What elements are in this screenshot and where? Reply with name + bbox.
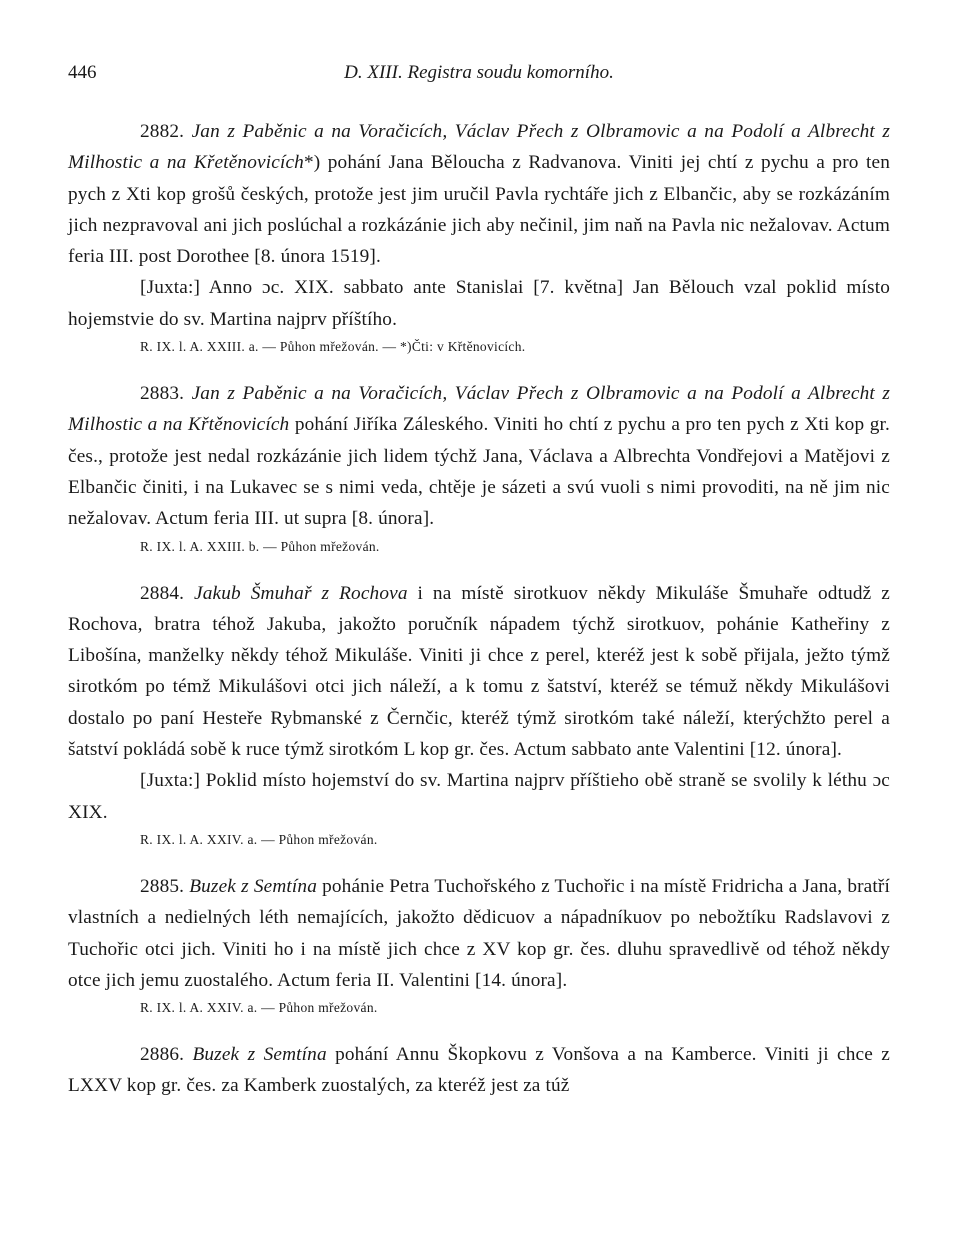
paragraph-text: 2884. xyxy=(140,582,195,604)
party-names: Jakub Šmuhař z Rochova xyxy=(194,582,408,604)
entry xyxy=(68,1039,890,1102)
entry-paragraph xyxy=(68,272,890,335)
entry xyxy=(68,578,890,851)
entry xyxy=(68,871,890,1019)
entry xyxy=(68,378,890,557)
entry-paragraph xyxy=(68,578,890,766)
paragraph-text: pohání Jiříka Záleského. Viniti ho chtí z pychu a pro ten pych z Xti kop gr. čes., protože jest nedal rozkázánie jich lidem týchž Jana, Václava a Albrechta Vondřejovi a Matějovi z Elbančic činiti, i na Lukavec se s nimi veda, chtěje je sázeti a svú vuoli s nimi provoditi, na ně jim nic nežalovav. Actum feria III. ut supra [8. února]. xyxy=(68,414,890,530)
party-names: Buzek z Semtína xyxy=(192,1044,327,1066)
paragraph-text: [Juxta:] Anno ɔc. XIX. sabbato ante Stanislai [7. května] Jan Bělouch vzal poklid místo hojemstvie do sv. Martina najprv příštího. xyxy=(68,277,890,330)
party-names: Jan z Paběnic a na Voračicích, Václav Přech z Olbramovic a na Podolí a Albrecht z Milhostic a na Křtěnovicích xyxy=(68,383,890,436)
party-names: Buzek z Semtína xyxy=(189,875,317,897)
paragraph-text: 2882. xyxy=(140,121,192,142)
running-title: D. XIII. Registra soudu komorního. xyxy=(344,62,614,83)
paragraph-text: 2886. xyxy=(140,1044,193,1066)
entry-paragraph xyxy=(68,765,890,828)
archival-note: R. IX. l. A. XXIII. b. — Půhon mřežován. xyxy=(140,538,380,554)
document-page xyxy=(68,62,890,1116)
entry-paragraph xyxy=(68,1039,890,1102)
entry-paragraph xyxy=(68,871,890,996)
archival-note: R. IX. l. A. XXIV. a. — Půhon mřežován. xyxy=(140,831,378,847)
archival-note: R. IX. l. A. XXIII. a. — Půhon mřežován. — *)Čti: v Křtěnovicích. xyxy=(140,339,526,355)
entries-list xyxy=(68,116,890,1102)
party-names: Jan z Paběnic a na Voračicích, Václav Přech z Olbramovic a na Podolí a Albrecht z Milhostic a na Křetěnovicích xyxy=(68,121,890,174)
archival-note: R. IX. l. A. XXIV. a. — Půhon mřežován. xyxy=(140,1000,378,1016)
paragraph-text: 2885. xyxy=(140,875,190,897)
paragraph-text: pohánie Petra Tuchořského z Tuchořic i na místě Fridricha a Jana, bratří vlastních a nedielných léth nemajících, jakožto dědicuov a nápadníkuov po nebožtíku Radslavovi z Tuchořic otci jich. Viniti ho i na místě jich chce z XV kop gr. čes. dluhu spravedlivě od téhož někdy otce jich jemu zuostalého. Actum feria II. Valentini [14. února]. xyxy=(68,875,890,991)
paragraph-text: pohání Annu Škopkovu z Vonšova a na Kamberce. Viniti ji chce z LXXV kop gr. čes. za Kamberk zuostalých, za kteréž jest za túž xyxy=(68,1044,890,1097)
running-head xyxy=(68,62,890,92)
paragraph-text: i na místě sirotkuov někdy Mikuláše Šmuhaře odtudž z Rochova, bratra téhož Jakuba, jakožto poručník nápadem týchž sirotkuov, pohánie Katheřiny z Libošína, manželky někdy téhož Mikuláše. Viniti ji chce z perel, kteréž jest k sobě přijala, ježto týmž sirotkóm po témž Mikulášovi otci jich náleží, a k tomu z šatství, kteréž se témuž někdy Mikulášovi dostalo po paní Hesteře Rybmanské z Černčic, kteréž týmž sirotkóm také náleží, kterýchžto perel a šatství pokládá sobě k ruce týmž sirotkóm L kop gr. čes. Actum sabbato ante Valentini [12. února]. xyxy=(68,582,890,761)
entry-paragraph xyxy=(68,116,890,272)
paragraph-text: [Juxta:] Poklid místo hojemství do sv. Martina najprv příštieho obě straně se svolily k léthu ɔc XIX. xyxy=(68,770,890,823)
paragraph-text: 2883. xyxy=(140,383,192,405)
page-number: 446 xyxy=(68,62,97,83)
entry-paragraph xyxy=(68,378,890,534)
paragraph-text: *) pohání Jana Běloucha z Radvanova. Viniti jej chtí z pychu a pro ten pych z Xti kop grošů českých, protože jest jim uručil Pavla rychtáře jich z Elbančic, aby se rozkázáním jich nezpravoval ani jich poslúchal a rozkázánie jich aby nečinil, jim naň na Pavla nic nežalovav. Actum feria III. post Dorothee [8. února 1519]. xyxy=(68,152,891,268)
entry xyxy=(68,116,890,358)
